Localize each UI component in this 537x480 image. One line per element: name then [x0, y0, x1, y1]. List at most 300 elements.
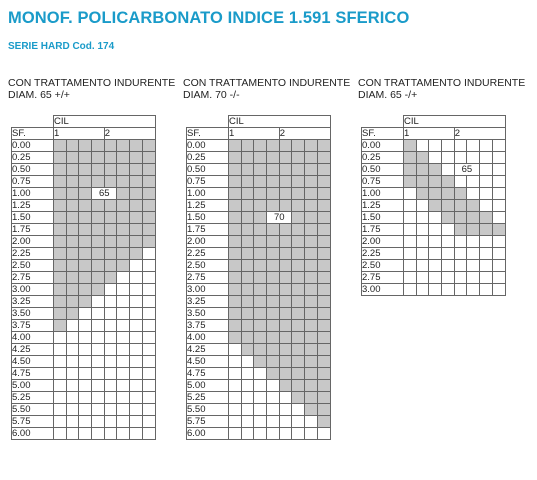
available-cell	[54, 200, 67, 212]
available-cell	[229, 308, 242, 320]
available-cell	[54, 272, 67, 284]
empty-cell	[92, 296, 105, 308]
table-row	[12, 296, 156, 308]
empty-cell	[492, 164, 505, 176]
available-cell	[229, 164, 242, 176]
available-cell	[267, 260, 280, 272]
available-cell	[279, 272, 292, 284]
available-cell	[130, 140, 143, 152]
available-cell	[92, 236, 105, 248]
table-row	[362, 152, 506, 164]
table-row	[187, 140, 331, 152]
empty-cell	[254, 404, 267, 416]
available-cell	[254, 308, 267, 320]
sf-value: 0.25	[362, 152, 404, 164]
available-cell	[79, 236, 92, 248]
empty-cell	[416, 236, 429, 248]
sf-value: 3.50	[187, 308, 229, 320]
sf-value: 2.50	[187, 260, 229, 272]
available-cell	[416, 164, 429, 176]
sf-value: 1.50	[12, 212, 54, 224]
available-cell	[79, 272, 92, 284]
diameter-label: 65	[92, 188, 117, 200]
empty-cell	[117, 416, 130, 428]
table-row	[187, 272, 331, 284]
sf-value: 2.00	[12, 236, 54, 248]
available-cell	[54, 260, 67, 272]
empty-cell	[104, 332, 117, 344]
table-heading-line1: CON TRATTAMENTO INDURENTE	[8, 77, 176, 89]
available-cell	[142, 176, 155, 188]
table-row	[362, 224, 506, 236]
empty-cell	[104, 428, 117, 440]
available-cell	[104, 200, 117, 212]
available-cell	[317, 380, 330, 392]
available-cell	[305, 296, 318, 308]
table-row	[187, 188, 331, 200]
available-cell	[279, 380, 292, 392]
available-cell	[279, 164, 292, 176]
empty-cell	[454, 248, 467, 260]
empty-cell	[454, 260, 467, 272]
available-cell	[92, 176, 105, 188]
available-cell	[267, 236, 280, 248]
available-cell	[254, 188, 267, 200]
available-cell	[130, 188, 143, 200]
sf-value: 4.00	[187, 332, 229, 344]
empty-cell	[467, 248, 480, 260]
available-cell	[92, 164, 105, 176]
empty-cell	[66, 332, 79, 344]
empty-cell	[254, 392, 267, 404]
empty-cell	[54, 404, 67, 416]
empty-cell	[142, 344, 155, 356]
available-cell	[305, 284, 318, 296]
available-cell	[254, 212, 267, 224]
sf-value: 2.25	[362, 248, 404, 260]
empty-cell	[442, 224, 455, 236]
table-heading-line1: CON TRATTAMENTO INDURENTE	[358, 77, 526, 89]
empty-cell	[66, 368, 79, 380]
empty-cell	[104, 320, 117, 332]
table-row	[12, 416, 156, 428]
table-row	[362, 176, 506, 188]
available-cell	[267, 224, 280, 236]
empty-cell	[279, 416, 292, 428]
sf-value: 6.00	[12, 428, 54, 440]
empty-cell	[492, 272, 505, 284]
available-cell	[416, 188, 429, 200]
available-cell	[130, 176, 143, 188]
empty-cell	[130, 344, 143, 356]
available-cell	[104, 248, 117, 260]
available-cell	[142, 224, 155, 236]
available-cell	[254, 200, 267, 212]
sf-value: 0.75	[362, 176, 404, 188]
empty-cell	[279, 428, 292, 440]
available-cell	[79, 176, 92, 188]
diameter-label: 65	[454, 164, 479, 176]
table-block-2	[183, 77, 351, 439]
available-cell	[66, 224, 79, 236]
empty-cell	[442, 236, 455, 248]
available-cell	[279, 356, 292, 368]
empty-cell	[467, 176, 480, 188]
empty-cell	[130, 404, 143, 416]
empty-cell	[130, 260, 143, 272]
available-cell	[142, 200, 155, 212]
available-cell	[404, 176, 417, 188]
empty-cell	[442, 260, 455, 272]
empty-cell	[442, 272, 455, 284]
empty-cell	[267, 416, 280, 428]
available-cell	[317, 356, 330, 368]
available-cell	[229, 320, 242, 332]
available-cell	[79, 152, 92, 164]
available-cell	[267, 152, 280, 164]
empty-cell	[92, 428, 105, 440]
empty-cell	[66, 392, 79, 404]
sf-value: 3.00	[362, 284, 404, 296]
available-cell	[130, 224, 143, 236]
sf-value: 5.75	[12, 416, 54, 428]
table-row	[362, 212, 506, 224]
empty-cell	[66, 380, 79, 392]
available-cell	[104, 152, 117, 164]
empty-cell	[467, 188, 480, 200]
table-row	[362, 236, 506, 248]
table-row	[362, 188, 506, 200]
sf-value: 3.00	[12, 284, 54, 296]
available-cell	[292, 320, 305, 332]
sf-value: 5.50	[12, 404, 54, 416]
available-cell	[229, 284, 242, 296]
empty-cell	[117, 332, 130, 344]
available-cell	[54, 164, 67, 176]
available-cell	[442, 176, 455, 188]
sf-value: 0.00	[362, 140, 404, 152]
sf-value: 3.25	[187, 296, 229, 308]
available-cell	[142, 236, 155, 248]
available-cell	[254, 260, 267, 272]
empty-cell	[404, 224, 417, 236]
table-row	[187, 176, 331, 188]
blank-corner-cell	[187, 116, 229, 128]
available-cell	[130, 164, 143, 176]
empty-cell	[442, 164, 455, 176]
cil-2-header: 2	[104, 128, 155, 140]
table-row	[362, 272, 506, 284]
table-row	[187, 152, 331, 164]
available-cell	[229, 224, 242, 236]
table-block-1	[8, 77, 176, 439]
empty-cell	[229, 380, 242, 392]
empty-cell	[142, 380, 155, 392]
empty-cell	[492, 212, 505, 224]
sf-value: 3.00	[187, 284, 229, 296]
empty-cell	[117, 296, 130, 308]
sf-value: 2.50	[12, 260, 54, 272]
available-cell	[292, 248, 305, 260]
available-cell	[279, 296, 292, 308]
available-cell	[104, 176, 117, 188]
available-cell	[66, 188, 79, 200]
sf-value: 2.25	[187, 248, 229, 260]
available-cell	[254, 344, 267, 356]
available-cell	[305, 260, 318, 272]
empty-cell	[454, 284, 467, 296]
available-cell	[292, 296, 305, 308]
empty-cell	[480, 152, 493, 164]
empty-cell	[79, 320, 92, 332]
table-row	[187, 416, 331, 428]
available-cell	[292, 284, 305, 296]
empty-cell	[492, 260, 505, 272]
available-cell	[292, 368, 305, 380]
table-row	[12, 344, 156, 356]
available-cell	[241, 212, 254, 224]
available-cell	[279, 188, 292, 200]
available-cell	[117, 200, 130, 212]
cil-header: CIL	[54, 116, 156, 128]
empty-cell	[117, 356, 130, 368]
empty-cell	[54, 344, 67, 356]
empty-cell	[117, 368, 130, 380]
available-cell	[317, 140, 330, 152]
available-cell	[279, 176, 292, 188]
empty-cell	[54, 392, 67, 404]
available-cell	[305, 140, 318, 152]
available-cell	[66, 248, 79, 260]
available-cell	[317, 212, 330, 224]
available-cell	[267, 200, 280, 212]
available-cell	[254, 152, 267, 164]
table-row	[12, 380, 156, 392]
available-cell	[54, 308, 67, 320]
sf-value: 1.00	[362, 188, 404, 200]
table-heading-line2: DIAM. 65 +/+	[8, 89, 70, 101]
sf-value: 4.50	[12, 356, 54, 368]
available-cell	[130, 200, 143, 212]
empty-cell	[142, 332, 155, 344]
available-cell	[229, 332, 242, 344]
empty-cell	[429, 212, 442, 224]
empty-cell	[416, 200, 429, 212]
available-cell	[66, 140, 79, 152]
available-cell	[416, 152, 429, 164]
table-row	[12, 368, 156, 380]
available-cell	[292, 236, 305, 248]
available-cell	[305, 200, 318, 212]
empty-cell	[492, 236, 505, 248]
sf-value: 0.50	[362, 164, 404, 176]
empty-cell	[130, 308, 143, 320]
empty-cell	[492, 188, 505, 200]
available-cell	[317, 176, 330, 188]
available-cell	[305, 344, 318, 356]
cil-1-header: 1	[54, 128, 105, 140]
available-cell	[292, 140, 305, 152]
available-cell	[92, 272, 105, 284]
table-row	[187, 320, 331, 332]
sf-value: 1.25	[12, 200, 54, 212]
empty-cell	[442, 248, 455, 260]
available-cell	[267, 308, 280, 320]
available-cell	[254, 356, 267, 368]
available-cell	[292, 152, 305, 164]
available-cell	[79, 200, 92, 212]
empty-cell	[267, 404, 280, 416]
available-cell	[104, 212, 117, 224]
empty-cell	[79, 356, 92, 368]
table-row	[187, 236, 331, 248]
empty-cell	[104, 344, 117, 356]
empty-cell	[442, 152, 455, 164]
empty-cell	[241, 404, 254, 416]
empty-cell	[104, 368, 117, 380]
empty-cell	[142, 296, 155, 308]
empty-cell	[79, 404, 92, 416]
available-cell	[66, 308, 79, 320]
empty-cell	[79, 368, 92, 380]
available-cell	[317, 224, 330, 236]
available-cell	[92, 284, 105, 296]
available-cell	[229, 200, 242, 212]
available-cell	[229, 236, 242, 248]
empty-cell	[429, 248, 442, 260]
cil-1-header: 1	[404, 128, 455, 140]
available-cell	[305, 212, 318, 224]
empty-cell	[92, 404, 105, 416]
table-row	[362, 164, 506, 176]
available-cell	[279, 140, 292, 152]
available-cell	[241, 140, 254, 152]
available-cell	[241, 272, 254, 284]
table-heading-line2: DIAM. 70 -/-	[183, 89, 240, 101]
available-cell	[305, 236, 318, 248]
available-cell	[66, 164, 79, 176]
available-cell	[241, 284, 254, 296]
table-row	[12, 272, 156, 284]
available-cell	[79, 296, 92, 308]
empty-cell	[92, 320, 105, 332]
empty-cell	[480, 140, 493, 152]
empty-cell	[79, 308, 92, 320]
sf-value: 5.25	[187, 392, 229, 404]
available-cell	[254, 272, 267, 284]
empty-cell	[404, 188, 417, 200]
available-cell	[429, 176, 442, 188]
available-cell	[305, 152, 318, 164]
table-row	[12, 332, 156, 344]
available-cell	[104, 236, 117, 248]
available-cell	[292, 200, 305, 212]
sf-value: 1.00	[12, 188, 54, 200]
cil-header: CIL	[229, 116, 331, 128]
available-cell	[117, 176, 130, 188]
empty-cell	[79, 332, 92, 344]
empty-cell	[254, 380, 267, 392]
sf-value: 2.25	[12, 248, 54, 260]
available-cell	[66, 212, 79, 224]
sf-value: 0.25	[187, 152, 229, 164]
empty-cell	[229, 416, 242, 428]
table-heading-line1: CON TRATTAMENTO INDURENTE	[183, 77, 351, 89]
available-cell	[292, 212, 305, 224]
available-cell	[241, 308, 254, 320]
empty-cell	[404, 284, 417, 296]
available-cell	[142, 188, 155, 200]
sf-value: 1.25	[362, 200, 404, 212]
available-cell	[79, 224, 92, 236]
available-cell	[79, 284, 92, 296]
empty-cell	[454, 140, 467, 152]
table-row	[12, 260, 156, 272]
sf-value: 2.00	[362, 236, 404, 248]
table-heading-line2: DIAM. 65 -/+	[358, 89, 418, 101]
sf-value: 0.25	[12, 152, 54, 164]
empty-cell	[454, 272, 467, 284]
empty-cell	[467, 152, 480, 164]
empty-cell	[117, 428, 130, 440]
empty-cell	[480, 176, 493, 188]
empty-cell	[142, 260, 155, 272]
empty-cell	[492, 140, 505, 152]
available-cell	[292, 176, 305, 188]
empty-cell	[92, 356, 105, 368]
empty-cell	[104, 356, 117, 368]
available-cell	[54, 224, 67, 236]
available-cell	[117, 236, 130, 248]
empty-cell	[66, 428, 79, 440]
available-cell	[229, 176, 242, 188]
sf-value: 2.75	[12, 272, 54, 284]
available-cell	[241, 320, 254, 332]
available-cell	[92, 140, 105, 152]
empty-cell	[241, 380, 254, 392]
empty-cell	[104, 404, 117, 416]
empty-cell	[279, 392, 292, 404]
blank-corner-cell	[12, 116, 54, 128]
empty-cell	[267, 380, 280, 392]
table-row	[187, 308, 331, 320]
available-cell	[241, 224, 254, 236]
available-cell	[254, 176, 267, 188]
empty-cell	[130, 380, 143, 392]
table-row	[187, 332, 331, 344]
empty-cell	[404, 200, 417, 212]
available-cell	[117, 164, 130, 176]
available-cell	[79, 140, 92, 152]
available-cell	[92, 152, 105, 164]
sf-value: 4.00	[12, 332, 54, 344]
available-cell	[241, 152, 254, 164]
available-cell	[54, 188, 67, 200]
available-cell	[442, 188, 455, 200]
empty-cell	[241, 356, 254, 368]
empty-cell	[229, 356, 242, 368]
table-row	[12, 140, 156, 152]
empty-cell	[54, 356, 67, 368]
available-cell	[104, 140, 117, 152]
available-cell	[267, 188, 280, 200]
empty-cell	[130, 296, 143, 308]
empty-cell	[416, 224, 429, 236]
table-row	[12, 236, 156, 248]
blank-corner-cell	[362, 116, 404, 128]
empty-cell	[480, 260, 493, 272]
empty-cell	[66, 344, 79, 356]
